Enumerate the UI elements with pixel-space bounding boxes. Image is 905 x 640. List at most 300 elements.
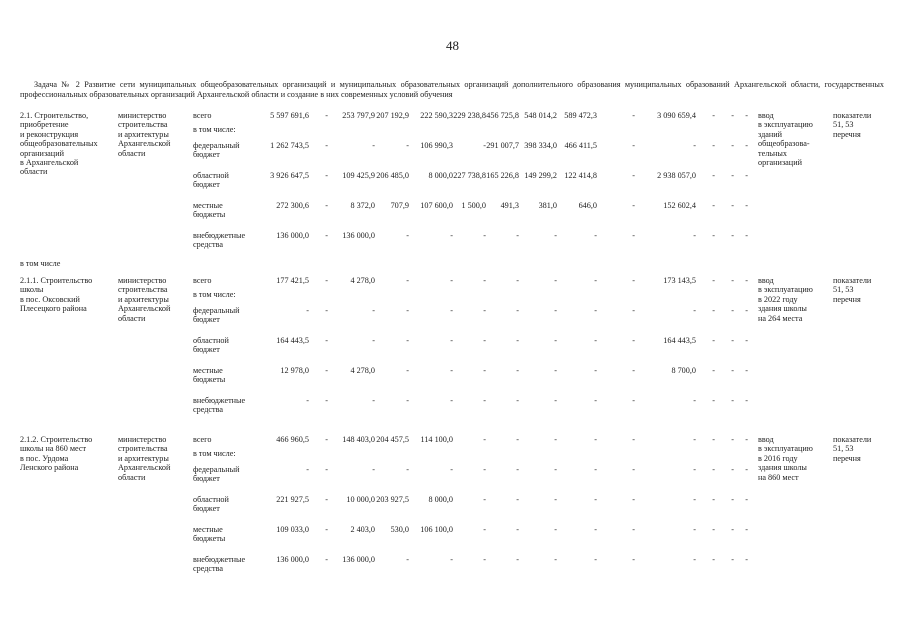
expected-result-line: на 264 места [758,313,803,323]
measure-name-line: 2.1.2. Строительство [20,435,93,444]
executor-line: области [118,313,146,323]
amount-cell: - [516,435,519,444]
amount-cell: 1 262 743,5 [270,141,309,150]
indicator-ref [833,435,871,463]
amount-cell: - [731,231,734,240]
amount-cell: - [554,276,557,285]
measure-name-line: школы на 860 мест [20,444,87,454]
amount-cell: 203 927,5 [376,495,409,504]
amount-cell: - [554,336,557,345]
executor-line: министерство [118,276,167,285]
expected-result-line: тельных [758,148,788,158]
page-number: 48 [446,38,459,53]
amount-cell: - [745,555,748,564]
amount-cell: 530,0 [390,525,409,534]
amount-cell: - [731,111,734,120]
amount-cell: - [731,555,734,564]
amount-cell: 106 990,3 [420,141,453,150]
amount-cell: 136 000,0 [276,555,309,564]
amount-cell: - [731,525,734,534]
in-total-label: в том числе: [193,125,236,134]
amount-cell: 381,0 [538,201,557,210]
amount-cell: - [693,525,696,534]
funding-source-line: бюджет [193,504,220,514]
task-heading [20,80,884,99]
indicator-ref-line: показатели [833,276,872,285]
amount-cell: - [406,141,409,150]
amount-cell: - [325,171,328,180]
measure-name-line: Плесецкого района [20,304,87,314]
amount-cell: - [693,555,696,564]
amount-cell: - [325,111,328,120]
amount-cell: - [745,171,748,180]
funding-source-line: средства [193,564,224,574]
amount-cell: - [693,495,696,504]
funding-source [193,366,225,385]
funding-source-line: областной [193,336,229,345]
amount-cell: - [372,396,375,405]
amount-cell: - [483,495,486,504]
amount-cell: - [325,336,328,345]
amount-cell: 8 000,0 [428,171,453,180]
amount-cell: - [745,495,748,504]
amount-cell: - [745,276,748,285]
amount-cell: - [632,495,635,504]
amount-cell: - [516,555,519,564]
expected-result [758,111,813,167]
amount-cell: - [712,201,715,210]
amount-cell: 122 414,8 [564,171,597,180]
amount-cell: - [516,336,519,345]
amount-cell: - [594,495,597,504]
amount-cell: 466 960,5 [276,435,309,444]
executor [118,276,170,323]
amount-cell: - [516,525,519,534]
amount-cell: 398 334,0 [524,141,557,150]
amount-cell: - [745,336,748,345]
funding-source-line: средства [193,405,224,415]
amount-cell: - [594,276,597,285]
amount-cell: - [712,111,715,120]
amount-cell: - [483,276,486,285]
measure-name-line: в Архангельской [20,158,79,168]
amount-cell: - [406,231,409,240]
funding-source-line: всего [193,111,212,120]
executor-line: и архитектуры [118,453,169,463]
measure-name-line: общеобразовательных [20,139,98,149]
amount-cell: - [712,336,715,345]
amount-cell: - [731,366,734,375]
amount-cell: - [632,111,635,120]
amount-cell: 106 100,0 [420,525,453,534]
funding-source [193,435,211,444]
funding-source-line: областной [193,171,229,180]
amount-cell: 548 014,2 [524,111,557,120]
executor-line: и архитектуры [118,129,169,139]
amount-cell: - [712,555,715,564]
indicator-ref-line: перечня [833,453,861,463]
amount-cell: - [516,396,519,405]
amount-cell: - [745,111,748,120]
expected-result-line: общеобразова- [758,139,810,149]
amount-cell: - [406,276,409,285]
funding-source-line: областной [193,495,229,504]
amount-cell: - [731,276,734,285]
amount-cell: 221 927,5 [276,495,309,504]
amount-cell: - [632,276,635,285]
funding-source [193,111,211,120]
amount-cell: - [483,555,486,564]
funding-source-line: бюджеты [193,534,226,544]
amount-cell: 109 033,0 [276,525,309,534]
expected-result-line: на 860 мест [758,472,799,482]
expected-result-line: в 2016 году [758,453,798,463]
indicator-ref-line: перечня [833,129,861,139]
indicator-ref [833,276,871,304]
executor-line: министерство [118,111,167,120]
funding-source-line: федеральный [193,465,240,474]
amount-cell: - [632,396,635,405]
amount-cell: - [745,306,748,315]
amount-cell: - [450,555,453,564]
amount-cell: - [483,306,486,315]
amount-cell: 136 000,0 [276,231,309,240]
amount-cell: 165 226,8 [486,171,519,180]
amount-cell: 164 443,5 [276,336,309,345]
amount-cell: 3 090 659,4 [657,111,696,120]
funding-source-line: федеральный [193,141,240,150]
amount-cell: 589 472,3 [564,111,597,120]
amount-cell: - [450,396,453,405]
amount-cell: - [483,141,486,150]
amount-cell: - [406,555,409,564]
amount-cell: 2 938 057,0 [657,171,696,180]
amount-cell: - [450,465,453,474]
amount-cell: - [594,366,597,375]
amount-cell: - [483,231,486,240]
measure-name-line: школы [20,285,44,295]
executor-line: строительства [118,120,168,130]
amount-cell: - [731,495,734,504]
amount-cell: - [554,396,557,405]
funding-source [193,276,211,285]
amount-cell: - [554,366,557,375]
amount-cell: - [745,465,748,474]
measure-name-line: и реконструкция [20,129,79,139]
amount-cell: - [693,465,696,474]
expected-result-line: организаций [758,158,802,168]
amount-cell: 5 597 691,6 [270,111,309,120]
amount-cell: - [632,465,635,474]
amount-cell: 173 143,5 [663,276,696,285]
amount-cell: - [450,276,453,285]
amount-cell: - [712,276,715,285]
expected-result-line: в эксплуатацию [758,120,813,130]
funding-source-line: внебюджетные [193,555,246,564]
expected-result-line: здания школы [758,463,807,473]
amount-cell: - [483,465,486,474]
amount-cell: - [712,231,715,240]
expected-result-line: ввод [758,435,774,444]
amount-cell: - [632,336,635,345]
measure-name-line: в пос. Оксовский [20,294,80,304]
funding-source-line: внебюджетные [193,396,246,405]
amount-cell: - [450,231,453,240]
amount-cell: 8 372,0 [350,201,375,210]
indicator-ref-line: показатели [833,111,872,120]
amount-cell: - [731,465,734,474]
amount-cell: - [712,171,715,180]
amount-cell: - [731,306,734,315]
measure-name-line: Ленского района [20,463,79,473]
executor [118,435,170,482]
amount-cell: - [632,171,635,180]
amount-cell: - [693,141,696,150]
amount-cell: - [483,366,486,375]
amount-cell: - [450,306,453,315]
funding-source [193,525,225,544]
amount-cell: 466 411,5 [564,141,597,150]
funding-source-line: бюджет [193,345,220,355]
amount-cell: - [745,231,748,240]
executor-line: министерство [118,435,167,444]
amount-cell: - [632,525,635,534]
funding-source-line: средства [193,240,224,250]
amount-cell: - [554,555,557,564]
amount-cell: 152 602,4 [663,201,696,210]
executor-line: Архангельской [118,139,171,149]
amount-cell: - [483,336,486,345]
in-total-label: в том числе: [193,290,236,299]
amount-cell: - [594,525,597,534]
amount-cell: - [594,465,597,474]
executor-line: Архангельской [118,304,171,314]
amount-cell: 10 000,0 [346,495,375,504]
amount-cell: - [516,366,519,375]
amount-cell: - [554,435,557,444]
measure-name-line: организаций [20,148,64,158]
amount-cell: - [406,336,409,345]
expected-result-line: в эксплуатацию [758,285,813,295]
expected-result-line: ввод [758,111,774,120]
executor-line: области [118,472,146,482]
amount-cell: - [406,306,409,315]
amount-cell: 114 100,0 [420,435,453,444]
funding-source [193,201,225,220]
amount-cell: - [693,231,696,240]
amount-cell: - [712,465,715,474]
amount-cell: 2 403,0 [350,525,375,534]
amount-cell: - [712,435,715,444]
expected-result-line: зданий [758,129,783,139]
amount-cell: - [594,231,597,240]
executor-line: Архангельской [118,463,171,473]
indicator-ref-line: перечня [833,294,861,304]
funding-source-line: бюджет [193,180,220,190]
amount-cell: - [325,396,328,405]
amount-cell: 12 978,0 [280,366,309,375]
amount-cell: - [325,306,328,315]
amount-cell: - [632,435,635,444]
amount-cell: - [306,465,309,474]
in-total-label: в том числе: [193,449,236,458]
funding-source [193,495,229,514]
funding-source-line: местные [193,525,223,534]
indicator-ref-line: 51, 53 [833,444,854,454]
amount-cell: 222 590,3 [420,111,453,120]
funding-source-line: местные [193,201,223,210]
amount-cell: - [325,201,328,210]
expected-result-line: здания школы [758,304,807,314]
amount-cell: 4 278,0 [350,366,375,375]
amount-cell: - [554,306,557,315]
amount-cell: - [516,495,519,504]
amount-cell: - [450,366,453,375]
amount-cell: - [325,366,328,375]
measure-name [20,435,92,473]
amount-cell: - [372,336,375,345]
amount-cell: 8 000,0 [428,495,453,504]
amount-cell: - [372,141,375,150]
executor-line: и архитектуры [118,294,169,304]
amount-cell: - [632,366,635,375]
amount-cell: 1 500,0 [461,201,486,210]
expected-result [758,276,813,323]
amount-cell: 707,9 [390,201,409,210]
funding-source-line: местные [193,366,223,375]
amount-cell: 204 457,5 [376,435,409,444]
measure-name-line: в пос. Урдома [20,453,69,463]
amount-cell: - [632,231,635,240]
amount-cell: - [406,465,409,474]
amount-cell: - [325,465,328,474]
amount-cell: - [712,366,715,375]
executor-line: строительства [118,285,168,295]
amount-cell: - [306,396,309,405]
amount-cell: 4 278,0 [350,276,375,285]
funding-source [193,171,229,190]
executor-line: строительства [118,444,168,454]
amount-cell: - [594,435,597,444]
funding-source-line: бюджеты [193,210,226,220]
amount-cell: - [712,495,715,504]
amount-cell: - [693,435,696,444]
amount-cell: - [745,396,748,405]
expected-result-line: ввод [758,276,774,285]
amount-cell: - [372,306,375,315]
amount-cell: - [516,231,519,240]
amount-cell: - [632,555,635,564]
amount-cell: 207 192,9 [376,111,409,120]
amount-cell: 177 421,5 [276,276,309,285]
amount-cell: - [554,231,557,240]
amount-cell: 229 238,8 [453,111,486,120]
amount-cell: - [306,306,309,315]
executor [118,111,170,158]
in-total-between-label: в том числе [20,259,61,268]
amount-cell: - [406,396,409,405]
amount-cell: 109 425,9 [342,171,375,180]
funding-source-line: бюджет [193,150,220,160]
amount-cell: - [693,396,696,405]
funding-source-line: бюджет [193,474,220,484]
amount-cell: 136 000,0 [342,231,375,240]
amount-cell: - [594,396,597,405]
amount-cell: - [712,141,715,150]
expected-result-line: в эксплуатацию [758,444,813,454]
funding-source-line: бюджеты [193,375,226,385]
funding-source-line: бюджет [193,315,220,325]
amount-cell: - [325,495,328,504]
funding-source-line: всего [193,276,212,285]
amount-cell: - [632,141,635,150]
amount-cell: - [594,336,597,345]
amount-cell: 107 600,0 [420,201,453,210]
amount-cell: - [554,465,557,474]
amount-cell: 3 926 647,5 [270,171,309,180]
amount-cell: - [745,366,748,375]
amount-cell: - [731,201,734,210]
amount-cell: 148 403,0 [342,435,375,444]
amount-cell: 291 007,7 [486,141,519,150]
amount-cell: - [483,525,486,534]
amount-cell: - [325,231,328,240]
amount-cell: 272 300,6 [276,201,309,210]
task-heading-text: Задача № 2 Развитие сети муниципальных общеобразовательных организаций и муниципальных образовательных организаций дополнительного образования муниципальных образований Архангельской области, государственных профессиональных образовательных организаций Архангельской области и создание в них современных условий обучения [20,80,884,99]
amount-cell: - [745,435,748,444]
amount-cell: - [731,435,734,444]
amount-cell: - [745,201,748,210]
expected-result-line: в 2022 году [758,294,798,304]
amount-cell: - [712,525,715,534]
amount-cell: 164 443,5 [663,336,696,345]
amount-cell: - [516,465,519,474]
amount-cell: - [554,525,557,534]
measure-name [20,276,92,314]
indicator-ref-line: 51, 53 [833,285,854,295]
measure-name-line: области [20,167,48,177]
amount-cell: - [745,141,748,150]
amount-cell: - [554,495,557,504]
indicator-ref-line: показатели [833,435,872,444]
amount-cell: 149 299,2 [524,171,557,180]
amount-cell: 646,0 [578,201,597,210]
amount-cell: - [325,525,328,534]
amount-cell: - [483,435,486,444]
funding-source-line: федеральный [193,306,240,315]
funding-source [193,336,229,355]
amount-cell: - [712,396,715,405]
amount-cell: - [450,336,453,345]
expected-result [758,435,813,482]
amount-cell: 206 485,0 [376,171,409,180]
amount-cell: - [325,435,328,444]
amount-cell: - [325,555,328,564]
amount-cell: - [632,201,635,210]
amount-cell: - [483,396,486,405]
amount-cell: 253 797,9 [342,111,375,120]
amount-cell: 136 000,0 [342,555,375,564]
measure-name-line: приобретение [20,120,69,130]
amount-cell: - [406,366,409,375]
amount-cell: 456 725,8 [486,111,519,120]
amount-cell: - [325,141,328,150]
amount-cell: - [731,141,734,150]
measure-name [20,111,98,177]
amount-cell: - [745,525,748,534]
amount-cell: - [594,306,597,315]
amount-cell: 8 700,0 [671,366,696,375]
